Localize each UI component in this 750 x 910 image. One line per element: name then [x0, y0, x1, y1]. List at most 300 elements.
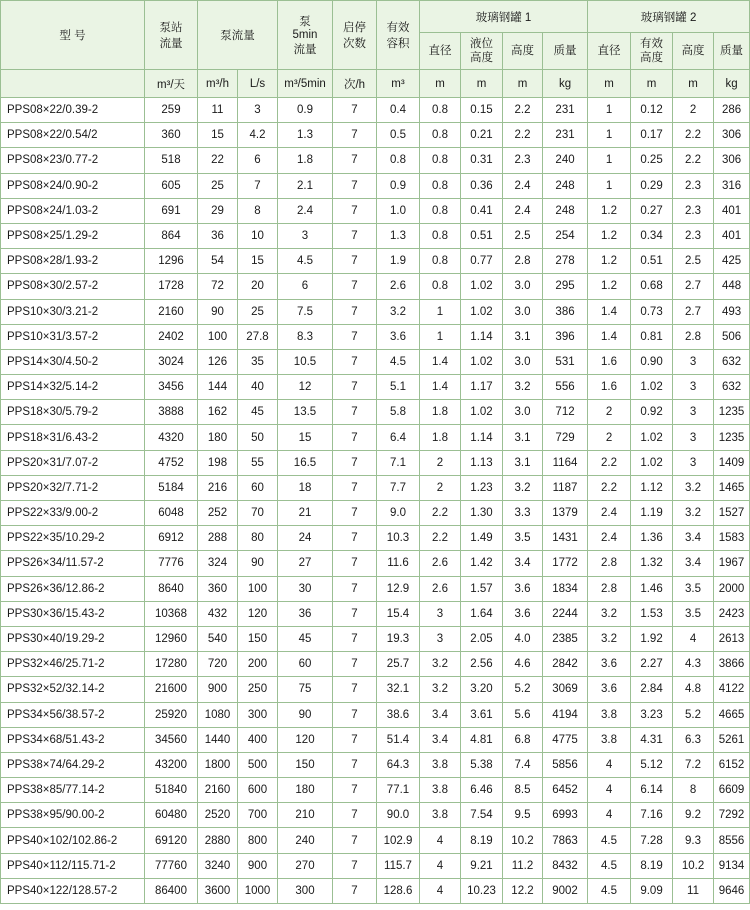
value-cell: 3.2	[420, 677, 461, 702]
value-cell: 2	[420, 475, 461, 500]
value-cell: 72	[198, 274, 238, 299]
value-cell: 27	[278, 551, 333, 576]
value-cell: 3.4	[673, 526, 714, 551]
value-cell: 9.09	[631, 878, 673, 903]
value-cell: 9134	[714, 853, 750, 878]
value-cell: 7	[333, 425, 377, 450]
value-cell: 7	[333, 677, 377, 702]
value-cell: 3.5	[673, 601, 714, 626]
value-cell: 1.6	[588, 375, 631, 400]
value-cell: 1.13	[461, 450, 503, 475]
value-cell: 7	[333, 475, 377, 500]
value-cell: 400	[238, 727, 278, 752]
value-cell: 500	[238, 752, 278, 777]
value-cell: 90.0	[377, 803, 420, 828]
table-row	[1, 501, 750, 526]
value-cell: 4	[588, 803, 631, 828]
value-cell: 1.32	[631, 551, 673, 576]
value-cell: 8640	[145, 576, 198, 601]
value-cell: 3.3	[503, 501, 543, 526]
value-cell: 17280	[145, 652, 198, 677]
value-cell: 2.8	[503, 249, 543, 274]
value-cell: 3	[238, 98, 278, 123]
value-cell: 1.92	[631, 626, 673, 651]
value-cell: 6452	[543, 778, 588, 803]
value-cell: 0.8	[420, 198, 461, 223]
value-cell: 254	[543, 223, 588, 248]
value-cell: 10.2	[673, 853, 714, 878]
header-tank2-effective-height: 有效 高度	[631, 33, 673, 70]
value-cell: 425	[714, 249, 750, 274]
value-cell: 1.8	[420, 425, 461, 450]
value-cell: 386	[543, 299, 588, 324]
value-cell: 3	[673, 450, 714, 475]
header-tank-1: 玻璃钢罐 1	[420, 1, 588, 33]
value-cell: 25.7	[377, 652, 420, 677]
value-cell: 0.34	[631, 223, 673, 248]
value-cell: 1187	[543, 475, 588, 500]
header-tank2-height: 高度	[673, 33, 714, 70]
value-cell: 2.8	[673, 324, 714, 349]
value-cell: 24	[278, 526, 333, 551]
value-cell: 0.8	[420, 123, 461, 148]
value-cell: 1.02	[631, 450, 673, 475]
header-tank2-diameter: 直径	[588, 33, 631, 70]
value-cell: 54	[198, 249, 238, 274]
value-cell: 518	[145, 148, 198, 173]
value-cell: 1583	[714, 526, 750, 551]
value-cell: 864	[145, 223, 198, 248]
value-cell: 800	[238, 828, 278, 853]
value-cell: 691	[145, 198, 198, 223]
unit-cell: L/s	[238, 70, 278, 98]
model-cell: PPS10×30/3.21-2	[1, 299, 145, 324]
value-cell: 1431	[543, 526, 588, 551]
value-cell: 6.8	[503, 727, 543, 752]
value-cell: 9646	[714, 878, 750, 903]
value-cell: 15.4	[377, 601, 420, 626]
table-row	[1, 551, 750, 576]
header-model: 型 号	[1, 1, 145, 70]
header-effective-volume: 有效 容积	[377, 1, 420, 70]
value-cell: 7	[333, 752, 377, 777]
table-row	[1, 400, 750, 425]
value-cell: 0.8	[420, 274, 461, 299]
value-cell: 0.4	[377, 98, 420, 123]
value-cell: 6	[278, 274, 333, 299]
value-cell: 210	[278, 803, 333, 828]
value-cell: 7	[333, 828, 377, 853]
value-cell: 3.20	[461, 677, 503, 702]
value-cell: 4.6	[503, 652, 543, 677]
value-cell: 2.3	[673, 173, 714, 198]
table-body	[1, 98, 750, 904]
value-cell: 6912	[145, 526, 198, 551]
value-cell: 1.30	[461, 501, 503, 526]
value-cell: 7	[333, 702, 377, 727]
value-cell: 1	[420, 299, 461, 324]
value-cell: 6.46	[461, 778, 503, 803]
value-cell: 5856	[543, 752, 588, 777]
value-cell: 3.2	[377, 299, 420, 324]
value-cell: 216	[198, 475, 238, 500]
model-cell: PPS08×30/2.57-2	[1, 274, 145, 299]
value-cell: 1	[420, 324, 461, 349]
value-cell: 0.81	[631, 324, 673, 349]
value-cell: 7	[333, 274, 377, 299]
value-cell: 1.49	[461, 526, 503, 551]
value-cell: 7.7	[377, 475, 420, 500]
value-cell: 7292	[714, 803, 750, 828]
value-cell: 2000	[714, 576, 750, 601]
value-cell: 38.6	[377, 702, 420, 727]
value-cell: 2.4	[588, 526, 631, 551]
value-cell: 3	[278, 223, 333, 248]
value-cell: 4775	[543, 727, 588, 752]
value-cell: 2	[420, 450, 461, 475]
value-cell: 6.3	[673, 727, 714, 752]
value-cell: 4320	[145, 425, 198, 450]
value-cell: 29	[198, 198, 238, 223]
value-cell: 6609	[714, 778, 750, 803]
value-cell: 10.2	[503, 828, 543, 853]
model-cell: PPS26×34/11.57-2	[1, 551, 145, 576]
header-start-stop-count: 启停 次数	[333, 1, 377, 70]
value-cell: 51.4	[377, 727, 420, 752]
table-row	[1, 878, 750, 903]
value-cell: 6.14	[631, 778, 673, 803]
value-cell: 1000	[238, 878, 278, 903]
value-cell: 286	[714, 98, 750, 123]
value-cell: 0.51	[461, 223, 503, 248]
value-cell: 7.1	[377, 450, 420, 475]
value-cell: 40	[238, 375, 278, 400]
table-row	[1, 274, 750, 299]
value-cell: 7	[333, 450, 377, 475]
model-cell: PPS38×85/77.14-2	[1, 778, 145, 803]
value-cell: 1.2	[588, 223, 631, 248]
value-cell: 150	[238, 626, 278, 651]
value-cell: 7	[333, 148, 377, 173]
value-cell: 43200	[145, 752, 198, 777]
value-cell: 3.8	[420, 803, 461, 828]
value-cell: 0.77	[461, 249, 503, 274]
unit-cell: m³/h	[198, 70, 238, 98]
value-cell: 2.7	[673, 274, 714, 299]
value-cell: 632	[714, 349, 750, 374]
value-cell: 1.02	[461, 400, 503, 425]
value-cell: 4.81	[461, 727, 503, 752]
value-cell: 2520	[198, 803, 238, 828]
value-cell: 2.2	[588, 475, 631, 500]
value-cell: 6152	[714, 752, 750, 777]
table-row	[1, 375, 750, 400]
header-tank1-height: 高度	[503, 33, 543, 70]
value-cell: 200	[238, 652, 278, 677]
value-cell: 288	[198, 526, 238, 551]
value-cell: 2.6	[377, 274, 420, 299]
value-cell: 1.02	[461, 299, 503, 324]
value-cell: 60480	[145, 803, 198, 828]
value-cell: 7	[333, 299, 377, 324]
value-cell: 15	[278, 425, 333, 450]
value-cell: 12.9	[377, 576, 420, 601]
model-cell: PPS08×25/1.29-2	[1, 223, 145, 248]
model-cell: PPS18×31/6.43-2	[1, 425, 145, 450]
value-cell: 4.0	[503, 626, 543, 651]
value-cell: 12	[278, 375, 333, 400]
value-cell: 9002	[543, 878, 588, 903]
value-cell: 3240	[198, 853, 238, 878]
value-cell: 2.3	[503, 148, 543, 173]
table-row	[1, 324, 750, 349]
value-cell: 712	[543, 400, 588, 425]
value-cell: 2.8	[588, 551, 631, 576]
value-cell: 3	[420, 601, 461, 626]
value-cell: 1.12	[631, 475, 673, 500]
value-cell: 0.51	[631, 249, 673, 274]
value-cell: 7	[333, 803, 377, 828]
value-cell: 240	[278, 828, 333, 853]
value-cell: 231	[543, 98, 588, 123]
value-cell: 0.73	[631, 299, 673, 324]
value-cell: 3.0	[503, 349, 543, 374]
value-cell: 2.2	[503, 98, 543, 123]
unit-cell: m³	[377, 70, 420, 98]
value-cell: 556	[543, 375, 588, 400]
value-cell: 360	[145, 123, 198, 148]
value-cell: 7	[333, 778, 377, 803]
value-cell: 102.9	[377, 828, 420, 853]
value-cell: 2	[588, 425, 631, 450]
value-cell: 3.4	[420, 727, 461, 752]
value-cell: 144	[198, 375, 238, 400]
value-cell: 2.3	[673, 223, 714, 248]
value-cell: 1.0	[377, 198, 420, 223]
value-cell: 2.56	[461, 652, 503, 677]
value-cell: 1379	[543, 501, 588, 526]
unit-cell: 次/h	[333, 70, 377, 98]
value-cell: 4.5	[588, 828, 631, 853]
value-cell: 0.21	[461, 123, 503, 148]
value-cell: 900	[198, 677, 238, 702]
value-cell: 1.02	[461, 274, 503, 299]
value-cell: 22	[198, 148, 238, 173]
value-cell: 3.61	[461, 702, 503, 727]
value-cell: 1.53	[631, 601, 673, 626]
value-cell: 2.4	[503, 173, 543, 198]
value-cell: 300	[278, 878, 333, 903]
value-cell: 7	[333, 400, 377, 425]
value-cell: 248	[543, 198, 588, 223]
value-cell: 3.6	[377, 324, 420, 349]
value-cell: 632	[714, 375, 750, 400]
value-cell: 7	[333, 98, 377, 123]
value-cell: 10.23	[461, 878, 503, 903]
value-cell: 3.1	[503, 324, 543, 349]
unit-cell: m	[420, 70, 461, 98]
value-cell: 2.2	[503, 123, 543, 148]
value-cell: 0.36	[461, 173, 503, 198]
value-cell: 7.2	[673, 752, 714, 777]
value-cell: 248	[543, 173, 588, 198]
value-cell: 21	[278, 501, 333, 526]
value-cell: 531	[543, 349, 588, 374]
value-cell: 11	[673, 878, 714, 903]
table-row	[1, 475, 750, 500]
table-row	[1, 727, 750, 752]
value-cell: 8.3	[278, 324, 333, 349]
value-cell: 6	[238, 148, 278, 173]
value-cell: 0.8	[420, 173, 461, 198]
model-cell: PPS08×24/0.90-2	[1, 173, 145, 198]
value-cell: 2.6	[420, 576, 461, 601]
value-cell: 0.17	[631, 123, 673, 148]
value-cell: 3888	[145, 400, 198, 425]
value-cell: 1527	[714, 501, 750, 526]
value-cell: 7	[333, 652, 377, 677]
value-cell: 540	[198, 626, 238, 651]
model-cell: PPS34×56/38.57-2	[1, 702, 145, 727]
value-cell: 3.2	[588, 601, 631, 626]
value-cell: 9.5	[503, 803, 543, 828]
value-cell: 306	[714, 148, 750, 173]
value-cell: 6048	[145, 501, 198, 526]
value-cell: 4.2	[238, 123, 278, 148]
value-cell: 2.2	[588, 450, 631, 475]
unit-cell: m³/5min	[278, 70, 333, 98]
value-cell: 3.0	[503, 400, 543, 425]
value-cell: 30	[278, 576, 333, 601]
value-cell: 6993	[543, 803, 588, 828]
value-cell: 120	[238, 601, 278, 626]
model-cell: PPS30×36/15.43-2	[1, 601, 145, 626]
model-cell: PPS34×68/51.43-2	[1, 727, 145, 752]
value-cell: 1080	[198, 702, 238, 727]
value-cell: 401	[714, 198, 750, 223]
value-cell: 1.4	[588, 299, 631, 324]
value-cell: 25	[238, 299, 278, 324]
value-cell: 0.27	[631, 198, 673, 223]
value-cell: 1.46	[631, 576, 673, 601]
value-cell: 0.31	[461, 148, 503, 173]
model-cell: PPS22×35/10.29-2	[1, 526, 145, 551]
value-cell: 2160	[198, 778, 238, 803]
value-cell: 4	[588, 752, 631, 777]
value-cell: 2.1	[278, 173, 333, 198]
model-cell: PPS08×24/1.03-2	[1, 198, 145, 223]
model-cell: PPS26×36/12.86-2	[1, 576, 145, 601]
value-cell: 2.6	[420, 551, 461, 576]
header-tank2-mass: 质量	[714, 33, 750, 70]
value-cell: 60	[278, 652, 333, 677]
value-cell: 0.8	[420, 249, 461, 274]
value-cell: 4.5	[588, 878, 631, 903]
value-cell: 2385	[543, 626, 588, 651]
value-cell: 1.02	[461, 349, 503, 374]
value-cell: 1465	[714, 475, 750, 500]
value-cell: 7	[333, 853, 377, 878]
value-cell: 1235	[714, 400, 750, 425]
value-cell: 306	[714, 123, 750, 148]
value-cell: 2.5	[673, 249, 714, 274]
unit-cell: m	[588, 70, 631, 98]
unit-cell	[1, 70, 145, 98]
value-cell: 5.1	[377, 375, 420, 400]
value-cell: 7776	[145, 551, 198, 576]
value-cell: 3.4	[673, 551, 714, 576]
value-cell: 115.7	[377, 853, 420, 878]
table-row	[1, 677, 750, 702]
value-cell: 3.6	[503, 576, 543, 601]
value-cell: 1.02	[631, 425, 673, 450]
value-cell: 55	[238, 450, 278, 475]
value-cell: 162	[198, 400, 238, 425]
model-cell: PPS40×102/102.86-2	[1, 828, 145, 853]
value-cell: 4	[420, 853, 461, 878]
value-cell: 4.5	[278, 249, 333, 274]
value-cell: 36	[278, 601, 333, 626]
value-cell: 0.29	[631, 173, 673, 198]
model-cell: PPS40×122/128.57-2	[1, 878, 145, 903]
table-row	[1, 576, 750, 601]
value-cell: 3.8	[420, 752, 461, 777]
value-cell: 0.12	[631, 98, 673, 123]
value-cell: 198	[198, 450, 238, 475]
value-cell: 3.4	[420, 702, 461, 727]
value-cell: 231	[543, 123, 588, 148]
value-cell: 1	[588, 173, 631, 198]
value-cell: 3.2	[673, 501, 714, 526]
value-cell: 3600	[198, 878, 238, 903]
table-row	[1, 249, 750, 274]
value-cell: 3.0	[503, 299, 543, 324]
value-cell: 3.5	[673, 576, 714, 601]
value-cell: 0.5	[377, 123, 420, 148]
value-cell: 4.8	[673, 677, 714, 702]
value-cell: 1.4	[588, 324, 631, 349]
value-cell: 2.3	[673, 198, 714, 223]
value-cell: 1.2	[588, 249, 631, 274]
value-cell: 21600	[145, 677, 198, 702]
value-cell: 0.8	[420, 148, 461, 173]
value-cell: 1834	[543, 576, 588, 601]
table-row	[1, 148, 750, 173]
value-cell: 3	[673, 425, 714, 450]
unit-cell: m	[631, 70, 673, 98]
value-cell: 18	[278, 475, 333, 500]
value-cell: 1	[588, 148, 631, 173]
value-cell: 5.8	[377, 400, 420, 425]
table-row	[1, 626, 750, 651]
value-cell: 448	[714, 274, 750, 299]
model-cell: PPS08×23/0.77-2	[1, 148, 145, 173]
value-cell: 1.8	[420, 400, 461, 425]
table-row	[1, 198, 750, 223]
value-cell: 19.3	[377, 626, 420, 651]
value-cell: 16.5	[278, 450, 333, 475]
value-cell: 4.3	[673, 652, 714, 677]
value-cell: 2.4	[503, 198, 543, 223]
value-cell: 2613	[714, 626, 750, 651]
value-cell: 9.0	[377, 501, 420, 526]
value-cell: 86400	[145, 878, 198, 903]
value-cell: 7	[238, 173, 278, 198]
value-cell: 36	[198, 223, 238, 248]
value-cell: 77760	[145, 853, 198, 878]
table-row	[1, 778, 750, 803]
value-cell: 27.8	[238, 324, 278, 349]
